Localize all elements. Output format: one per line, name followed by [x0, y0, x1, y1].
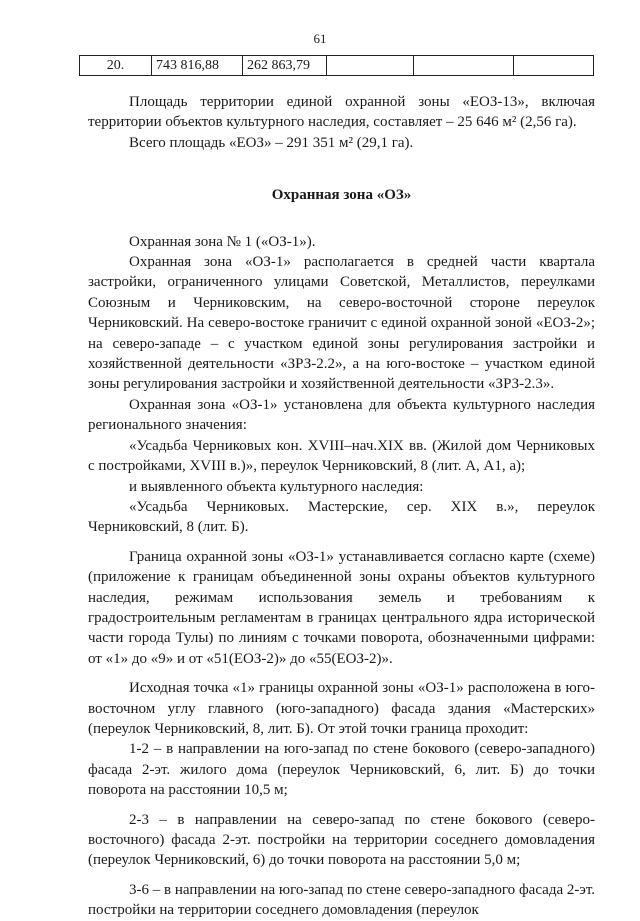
table-cell-empty: [414, 56, 514, 76]
table-cell-y: 262 863,79: [243, 56, 327, 76]
paragraph: 2-3 – в направлении на северо-запад по стене бокового (северо-восточного) фасада 2-эт. постройки на территории соседнего домовладения (переулок Черниковский, 6) до точки поворота на расстоянии 5,0 м;: [88, 811, 595, 869]
paragraph: Охранная зона «ОЗ-1» располагается в средней части квартала застройки, ограниченного улицами Советской, Металлистов, переулками Союзным и Черниковским, на северо-восточной стороне переулок Черниковский. На северо-востоке граничит с единой охранной зоной «ЕОЗ-2»; на северо-западе – с участком единой зоны регулирования застройки и хозяйственной деятельности «ЗРЗ-2.2», а на юго-востоке – участком единой зоны регулирования застройки и хозяйственной деятельности «ЗРЗ-2.3».: [88, 254, 595, 393]
paragraph: «Усадьба Черниковых кон. XVIII–нач.XIX вв. (Жилой дом Черниковых с постройками, XVIII в.)», переулок Черниковский, 8 (лит. А, А1, а);: [88, 437, 595, 475]
table-cell-empty: [327, 56, 414, 76]
paragraph-eoz-total: Всего площадь «ЕОЗ» – 291 351 м² (29,1 га).: [129, 134, 414, 151]
document-body: [88, 92, 595, 921]
table-cell-empty: [514, 56, 594, 76]
page-number: 61: [313, 31, 327, 46]
paragraph: Охранная зона «ОЗ-1» установлена для объекта культурного наследия регионального значения:: [88, 396, 595, 434]
table-row: [80, 56, 594, 76]
paragraph: Охранная зона № 1 («ОЗ-1»).: [129, 233, 316, 250]
paragraph-eoz13-area: Площадь территории единой охранной зоны «ЕОЗ-13», включая территории объектов культурного наследия, составляет – 25 646 м² (2,56 га).: [88, 94, 595, 131]
section-heading: Охранная зона «ОЗ»: [271, 187, 412, 204]
table-cell-number: 20.: [80, 56, 152, 76]
paragraph: и выявленного объекта культурного наследия:: [129, 478, 424, 495]
table-cell-x: 743 816,88: [152, 56, 243, 76]
paragraph: 1-2 – в направлении на юго-запад по стене бокового (северо-западного) фасада 2-эт. жилого дома (переулок Черниковский, 6, лит. Б) до точки поворота на расстоянии 10,5 м;: [88, 741, 595, 799]
paragraph: «Усадьба Черниковых. Мастерские, сер. XIX в.», переулок Черниковский, 8 (лит. Б).: [88, 498, 595, 536]
paragraph: Исходная точка «1» границы охранной зоны «ОЗ-1» расположена в юго-восточном углу главного (юго-западного) фасада здания «Мастерских» (переулок Черниковский, 8, лит. Б). От этой точки граница проходит:: [88, 680, 595, 737]
paragraph: Граница охранной зоны «ОЗ-1» устанавливается согласно карте (схеме) (приложение к границам объединенной зоны охраны объектов культурного наследия, режимам использования земель и требованиям к градостроительным регламентам в границах центрального ядра исторической части города Тулы) по линиям с точками поворота, обозначенными цифрами: от «1» до «9» и от «51(ЕОЗ-2)» до «55(ЕОЗ-2)».: [88, 548, 595, 667]
continuation-table: [79, 55, 594, 76]
paragraph: 3-6 – в направлении на юго-запад по стене северо-западного фасада 2-эт. постройки на территории соседнего домовладения (переулок: [88, 881, 595, 919]
